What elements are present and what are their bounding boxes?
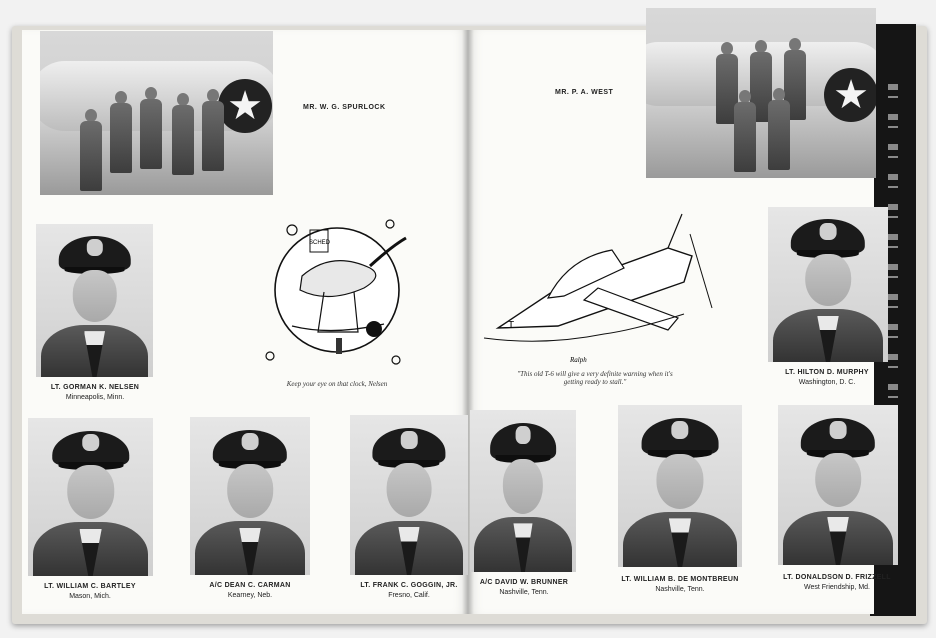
cadet-hometown: West Friendship, Md. (803, 584, 870, 591)
clock-cartoon (262, 214, 412, 366)
instructor-name-left: MR. W. G. SPURLOCK (303, 104, 386, 111)
cadet-hometown: Nashville, Tenn. (499, 589, 549, 596)
portrait-bartley (28, 418, 153, 576)
pilot-figure (110, 91, 132, 173)
pilot-figure (172, 93, 194, 175)
cadet-hometown: Minneapolis, Minn. (65, 394, 125, 401)
star-roundel-icon: ★ (824, 68, 876, 122)
plane-caption-line-2: getting ready to stall." (563, 378, 627, 386)
plane-lettering: T (508, 320, 515, 331)
caption-carman (175, 581, 325, 601)
cadet-name: LT. FRANK C. GOGGIN, JR. (360, 582, 458, 589)
star-roundel-icon: ★ (218, 79, 272, 133)
portrait-carman (190, 417, 310, 575)
pilot-figure (768, 88, 790, 170)
portrait-goggin (350, 415, 468, 575)
cadet-name: LT. WILLIAM C. BARTLEY (44, 583, 136, 590)
caption-murphy (752, 368, 902, 388)
pilot-figure (140, 87, 162, 169)
pilot-figure (202, 89, 224, 171)
cadet-hometown: Fresno, Calif. (388, 592, 430, 599)
portrait-frizzell (778, 405, 898, 565)
cadet-hometown: Washington, D. C. (798, 379, 856, 386)
portrait-nelsen (36, 224, 153, 377)
clock-cartoon-caption: Keep your eye on that clock, Nelsen (286, 380, 388, 388)
pilot-figure (734, 90, 756, 172)
portrait-brunner (470, 410, 576, 572)
stall-plane-cartoon (478, 210, 718, 370)
cadet-name: LT. DONALDSON D. FRIZZELL (783, 574, 891, 581)
portrait-murphy (768, 207, 888, 362)
caption-goggin (334, 581, 484, 601)
cadet-name: LT. HILTON D. MURPHY (785, 369, 869, 376)
cadet-hometown: Nashville, Tenn. (655, 586, 705, 593)
caption-de-montbreun (598, 575, 762, 595)
plane-caption-line-1: "This old T-6 will give a very definite warning when it's (517, 370, 673, 378)
plane-cartoon-caption (488, 370, 702, 386)
cadet-hometown: Kearney, Neb. (227, 592, 273, 599)
caption-bartley (15, 582, 165, 602)
cadet-name: A/C DAVID W. BRUNNER (479, 579, 569, 586)
caption-frizzell (762, 573, 912, 593)
caption-brunner (464, 578, 584, 598)
cartoonist-signature: Ralph (570, 356, 587, 364)
caption-nelsen (20, 383, 170, 403)
portrait-de-montbreun (618, 405, 742, 567)
cadet-name: LT. GORMAN K. NELSEN (50, 384, 140, 391)
group-photo-left (40, 31, 273, 195)
cadet-name: A/C DEAN C. CARMAN (209, 582, 291, 589)
pilot-figure (80, 109, 102, 191)
cadet-hometown: Mason, Mich. (69, 593, 111, 600)
clock-sched-label: SCHED (309, 240, 331, 246)
instructor-name-right: MR. P. A. WEST (555, 89, 614, 96)
cadet-name: LT. WILLIAM B. DE MONTBREUN (621, 576, 739, 583)
group-photo-right (646, 8, 876, 178)
